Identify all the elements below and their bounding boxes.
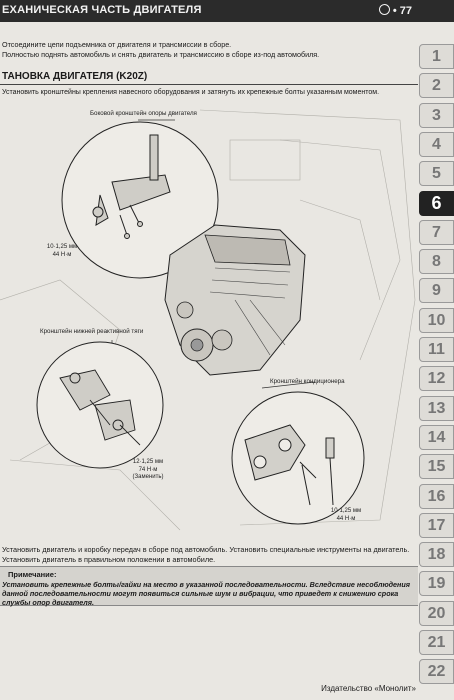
lower-bracket-callout [37,342,163,468]
page-number-value: 77 [399,5,412,17]
publisher-footer: Издательство «Монолит» [321,684,416,693]
chapter-tab-19[interactable] [419,571,454,596]
side-bracket-label: Боковой кронштейн опоры двигателя [90,110,197,117]
chapter-tab-17[interactable] [419,513,454,538]
chapter-tab-2[interactable] [419,73,454,98]
chapter-tab-label: 1 [432,48,441,65]
chapter-tab-9[interactable] [419,278,454,303]
chapter-tab-label: 20 [427,604,446,622]
chapter-tab-4[interactable] [419,132,454,157]
chapter-tab-label: 18 [427,546,446,564]
torque-spec-1 [32,244,92,259]
chapter-tab-13[interactable] [419,396,454,421]
section-title: ТАНОВКА ДВИГАТЕЛЯ (K20Z) [2,71,148,82]
note-box [0,566,418,606]
chapter-tab-label: 12 [427,370,446,388]
chapter-tab-11[interactable] [419,337,454,362]
chapter-tab-7[interactable] [419,220,454,245]
chapter-tab-label: 19 [427,575,446,593]
chapter-tab-14[interactable] [419,425,454,450]
ac-bracket-callout [232,392,364,524]
torque-3-value: 44 Н·м [336,515,356,522]
engine-illustration [165,225,305,375]
torque-3-size: 10·1,25 мм [330,508,362,514]
chapter-tab-label: 3 [432,106,441,124]
chapter-tab-label: 7 [432,223,441,241]
intro-line-2: Полностью поднять автомобиль и снять двигатель и трансмиссию в сборе из-под автомобиля. [2,49,320,59]
chapter-tab-label: 10 [427,311,446,329]
chapter-tab-label: 22 [427,663,446,681]
note-body: Установить крепежные болты/гайки на место в указанной последовательности. Вследствие несоблюдения данной последовательности могут появиться сильные шум и вибрации, что приведет к снижению срока службы опор двигателя. [2,580,411,607]
chapter-tab-5[interactable] [419,161,454,186]
torque-1-value: 44 Н·м [52,251,72,258]
chapter-tab-label: 5 [432,165,441,183]
chapter-tab-8[interactable] [419,249,454,274]
chapter-tab-18[interactable] [419,542,454,567]
chapter-tab-12[interactable] [419,366,454,391]
section-instruction: Установить кронштейны крепления навесного оборудования и затянуть их крепежные болты указанным моментом. [2,89,380,96]
chapter-tab-label: 6 [431,192,442,213]
torque-2-size: 12·1,25 мм [132,459,164,465]
chapter-tab-15[interactable] [419,454,454,479]
chapter-tab-label: 8 [432,253,441,271]
chapter-tab-label: 21 [427,634,446,651]
chapter-tab-label: 15 [427,458,446,476]
torque-2-note: (Заменить) [132,474,164,480]
chapter-title: ЕХАНИЧЕСКАЯ ЧАСТЬ ДВИГАТЕЛЯ [2,4,202,16]
chapter-tab-1[interactable] [419,44,454,69]
chapter-tab-label: 14 [427,428,446,446]
chapter-tab-10[interactable] [419,308,454,333]
chapter-tab-label: 13 [427,399,446,417]
chapter-tab-label: 11 [428,341,445,358]
chapter-tab-22[interactable] [419,659,454,684]
chapter-tab-label: 9 [432,282,441,300]
intro-line-1: Отсоедините цепи подъемника от двигателя и трансмиссии в сборе. [2,40,232,49]
torque-spec-3 [316,508,376,523]
chapter-tab-3[interactable] [419,103,454,128]
torque-2-value: 74 Н·м [138,466,158,473]
torque-1-size: 10·1,25 мм [46,244,78,250]
install-text: Установить двигатель и коробку передач в сборе под автомобиль. Установить специальные инструменты на двигатель. Установить двигатель в правильном положении в автомобиле. [2,545,410,564]
chapter-tab-label: 2 [432,77,441,95]
page-number: • 77 [379,4,412,17]
chapter-tab-21[interactable] [419,630,454,655]
chapter-tab-6[interactable] [419,191,454,216]
note-title: Примечание: [8,570,57,579]
chapter-tab-label: 4 [432,135,441,153]
chapter-tab-label: 16 [427,487,446,505]
ac-bracket-label: Кронштейн кондиционера [270,378,345,385]
torque-spec-2 [118,459,178,482]
chapter-tab-label: 17 [427,516,446,534]
chapter-tab-20[interactable] [419,601,454,626]
lower-bracket-label: Кронштейн нижней реактивной тяги [40,328,144,335]
chapter-tab-16[interactable] [419,484,454,509]
